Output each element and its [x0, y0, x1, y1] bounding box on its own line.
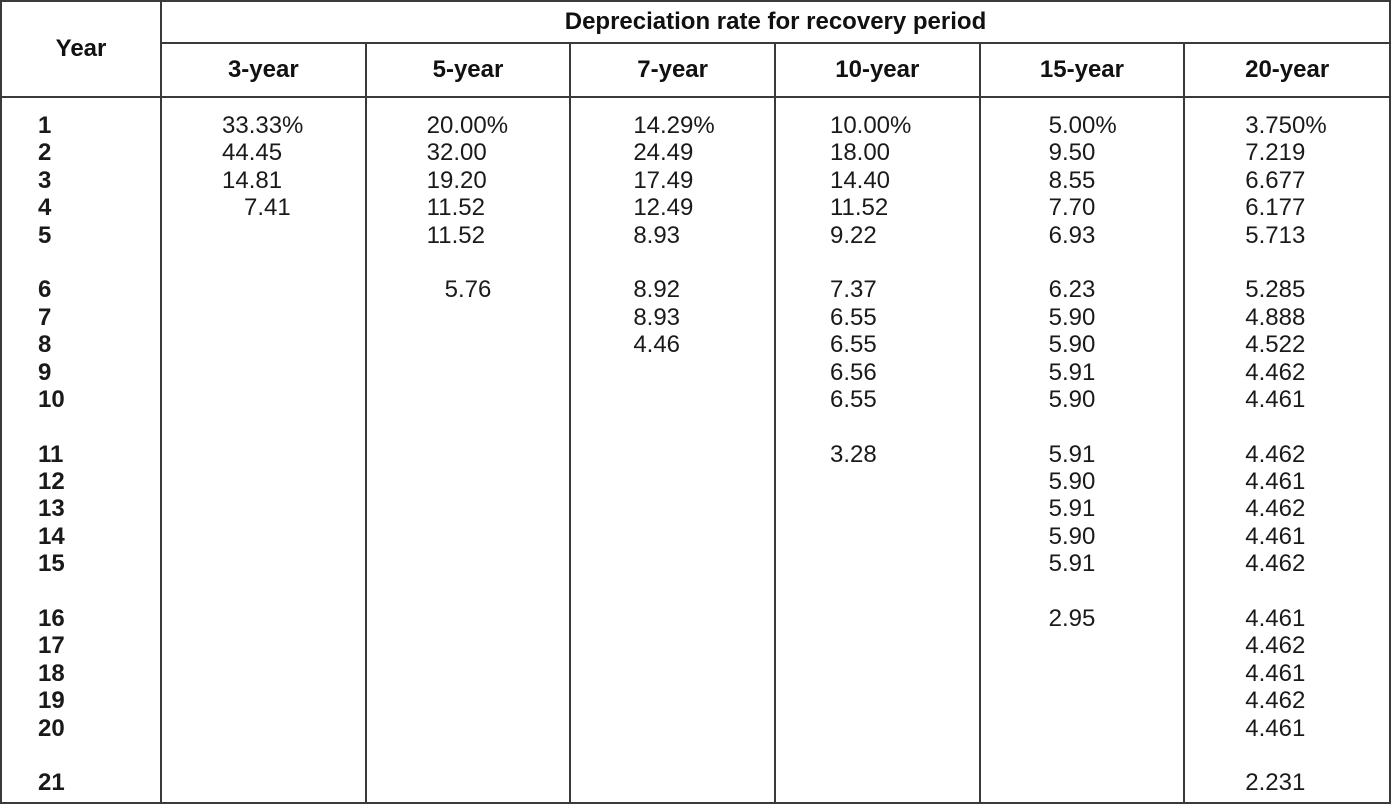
rate-cell: 5.90: [1048, 331, 1096, 359]
rate-cell: 5.91: [1048, 495, 1096, 523]
rate-cell: 7.41: [244, 194, 291, 222]
rate-cell: 6.23: [1048, 276, 1096, 304]
rate-cell: 4.46: [633, 331, 681, 359]
col-header-7-year: 7-year: [570, 43, 775, 97]
rate-cell: 5.90: [1048, 468, 1096, 496]
year-cell: 11: [38, 440, 64, 468]
row-group-gap: [367, 249, 570, 276]
rate-cell: 6.93: [1048, 221, 1096, 249]
col-header-20-year: 20-year: [1184, 43, 1389, 97]
rate-cell: 3.750%: [1245, 112, 1327, 139]
year-header: Year: [2, 2, 161, 97]
rate-cell: 5.713: [1245, 221, 1306, 249]
rate-cell: 4.461: [1245, 714, 1306, 742]
rate-column-10-year: [775, 97, 980, 802]
year-cell: 10: [38, 385, 65, 413]
year-cell: 19: [38, 687, 65, 715]
rate-cell: 4.888: [1245, 303, 1306, 331]
rate-cell: 4.461: [1245, 468, 1306, 496]
row-group-gap: [1185, 413, 1389, 440]
rate-cell: 6.56: [829, 358, 877, 386]
row-group-gap: [1185, 742, 1389, 769]
col-header-5-year: 5-year: [366, 43, 571, 97]
rate-column-20-year: [1184, 97, 1389, 802]
year-cell: 18: [38, 659, 65, 687]
rate-cell: 4.462: [1245, 495, 1306, 523]
rate-cell: 6.177: [1245, 194, 1306, 222]
rate-cell: 12.49: [633, 194, 694, 222]
rate-cell: 44.45: [222, 139, 283, 167]
rate-cell: 24.49: [633, 139, 694, 167]
rate-cell: 8.92: [633, 276, 681, 304]
depreciation-grid: [2, 2, 1389, 802]
year-cell: 5: [38, 221, 52, 249]
rate-cell: 6.55: [829, 303, 877, 331]
rate-cell: 5.91: [1048, 358, 1096, 386]
year-cell: 15: [38, 550, 65, 578]
rate-cell: 11.52: [426, 221, 485, 249]
rate-cell: 8.55: [1048, 166, 1096, 194]
rate-cell: 6.677: [1245, 166, 1306, 194]
recovery-period-group-header: Depreciation rate for recovery period: [161, 2, 1389, 43]
year-cell: 13: [38, 495, 65, 523]
rate-cell: 14.81: [222, 166, 283, 194]
rate-cell: 4.462: [1245, 632, 1306, 660]
rate-cell: 7.219: [1245, 139, 1306, 167]
rate-cell: 5.285: [1245, 276, 1306, 304]
rate-column-3-year: [161, 97, 366, 802]
rate-cell: 19.20: [426, 166, 487, 194]
rate-cell: 5.90: [1048, 522, 1096, 550]
row-group-gap: [776, 249, 979, 276]
rate-column-5-year: [366, 97, 571, 802]
rate-cell: 10.00%: [829, 112, 912, 139]
rate-cell: 9.50: [1048, 139, 1096, 167]
rate-cell: 11.52: [426, 194, 485, 222]
rate-cell: 32.00: [426, 139, 487, 167]
rate-cell: 4.462: [1245, 687, 1306, 715]
rate-cell: 4.462: [1245, 550, 1306, 578]
year-cell: 4: [38, 194, 52, 222]
rate-cell: 8.93: [633, 303, 681, 331]
rate-cell: 3.28: [829, 440, 877, 468]
rate-cell: 4.461: [1245, 605, 1306, 633]
rate-cell: 6.55: [829, 385, 877, 413]
rate-cell: 5.90: [1048, 385, 1096, 413]
rate-cell: 4.462: [1245, 358, 1306, 386]
row-group-gap: [38, 578, 160, 605]
row-group-gap: [1185, 578, 1389, 605]
rate-cell: 4.461: [1245, 659, 1306, 687]
col-header-10-year: 10-year: [775, 43, 980, 97]
rate-cell: 2.95: [1048, 605, 1096, 633]
rate-cell: 17.49: [633, 166, 694, 194]
year-cell: 3: [38, 166, 52, 194]
col-header-15-year: 15-year: [980, 43, 1185, 97]
rate-cell: 5.76: [444, 276, 492, 304]
rate-column-15-year: [980, 97, 1185, 802]
year-cell: 17: [38, 632, 65, 660]
rate-column-7-year: [570, 97, 775, 802]
row-group-gap: [1185, 249, 1389, 276]
rate-cell: 5.91: [1048, 550, 1096, 578]
row-group-gap: [981, 249, 1184, 276]
rate-cell: 33.33%: [222, 112, 304, 139]
row-group-gap: [981, 413, 1184, 440]
rate-cell: 18.00: [829, 139, 891, 167]
year-cell: 8: [38, 331, 52, 359]
rate-cell: 7.70: [1048, 194, 1096, 222]
year-column: [2, 97, 161, 802]
year-cell: 2: [38, 139, 52, 167]
year-cell: 7: [38, 303, 52, 331]
year-cell: 1: [38, 112, 52, 139]
rate-cell: 4.462: [1245, 440, 1306, 468]
rate-cell: 2.231: [1245, 769, 1306, 797]
rate-cell: 5.91: [1048, 440, 1096, 468]
row-group-gap: [38, 249, 160, 276]
year-cell: 6: [38, 276, 52, 304]
year-cell: 9: [38, 358, 52, 386]
rate-cell: 4.522: [1245, 331, 1306, 359]
rate-cell: 14.29%: [633, 112, 715, 139]
col-header-3-year: 3-year: [161, 43, 366, 97]
rate-cell: 8.93: [633, 221, 681, 249]
rate-cell: 5.90: [1048, 303, 1096, 331]
year-cell: 12: [38, 468, 65, 496]
rate-cell: 11.52: [829, 194, 889, 222]
rate-cell: 4.461: [1245, 385, 1306, 413]
row-group-gap: [981, 578, 1184, 605]
rate-cell: 7.37: [829, 276, 877, 304]
rate-cell: 6.55: [829, 331, 877, 359]
row-group-gap: [38, 742, 160, 769]
rate-cell: 9.22: [829, 221, 877, 249]
rate-cell: 20.00%: [426, 112, 509, 139]
year-cell: 21: [38, 769, 65, 797]
year-cell: 16: [38, 605, 65, 633]
rate-cell: 4.461: [1245, 522, 1306, 550]
rate-cell: 14.40: [829, 166, 891, 194]
rate-cell: 5.00%: [1048, 112, 1117, 139]
year-cell: 14: [38, 522, 65, 550]
row-group-gap: [38, 413, 160, 440]
row-group-gap: [776, 413, 979, 440]
row-group-gap: [571, 249, 774, 276]
year-cell: 20: [38, 714, 65, 742]
